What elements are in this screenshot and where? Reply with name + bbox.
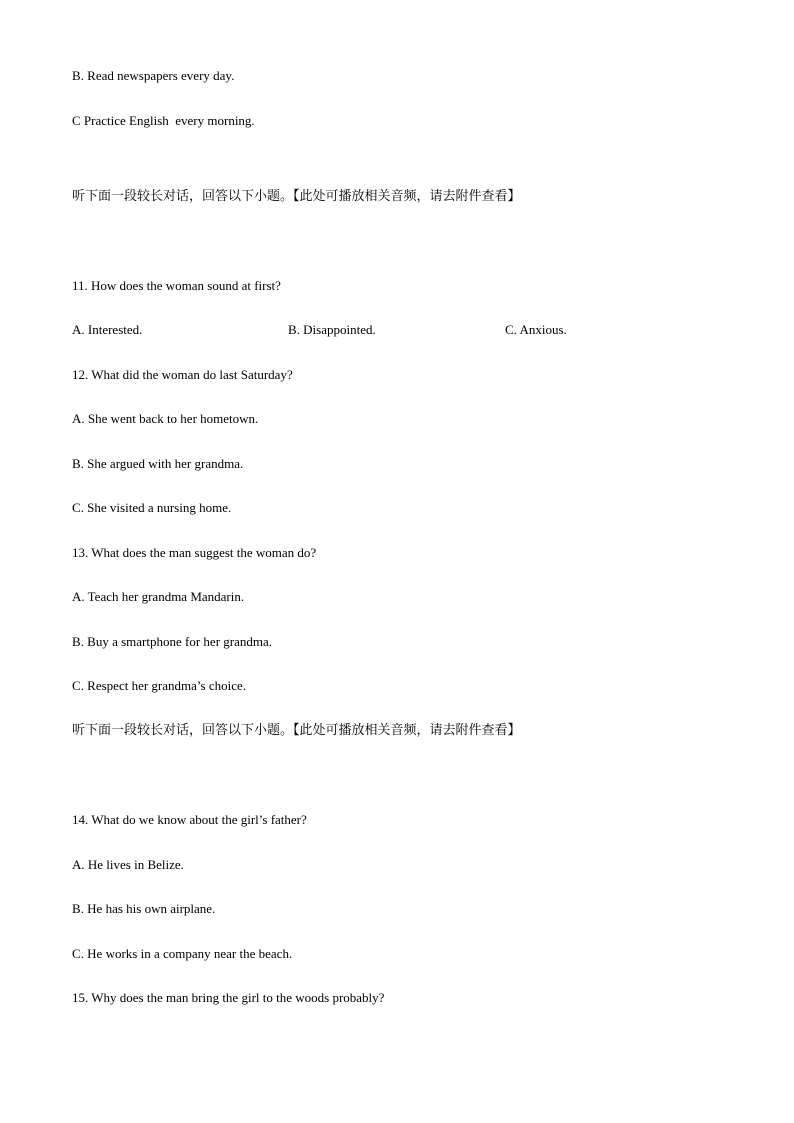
question-14-option-b: B. He has his own airplane. [72, 901, 216, 916]
question-11-stem: 11. How does the woman sound at first? [72, 278, 281, 293]
question-12-option-a: A. She went back to her hometown. [72, 411, 259, 426]
question-11-options [72, 322, 722, 338]
question-12-option-c: C. She visited a nursing home. [72, 500, 232, 515]
question-11-option-a: A. Interested. [72, 322, 143, 337]
question-11-option-b: B. Disappointed. [288, 322, 376, 337]
question-13-option-a: A. Teach her grandma Mandarin. [72, 589, 245, 604]
question-14-option-a: A. He lives in Belize. [72, 857, 184, 872]
question-12-option-b: B. She argued with her grandma. [72, 456, 244, 471]
prev-option-c: C Practice English every morning. [72, 113, 255, 128]
question-14-option-c: C. He works in a company near the beach. [72, 946, 293, 961]
section-instruction-1: 听下面一段较长对话，回答以下小题。【此处可播放相关音频，请去附件查看】 [72, 189, 521, 204]
prev-option-b: B. Read newspapers every day. [72, 68, 235, 83]
question-13-stem: 13. What does the man suggest the woman do? [72, 545, 317, 560]
question-14-stem: 14. What do we know about the girl’s father? [72, 812, 307, 827]
question-11-option-c: C. Anxious. [505, 322, 567, 337]
question-12-stem: 12. What did the woman do last Saturday? [72, 367, 293, 382]
question-15-stem: 15. Why does the man bring the girl to the woods probably? [72, 990, 385, 1005]
question-13-option-b: B. Buy a smartphone for her grandma. [72, 634, 273, 649]
section-instruction-2: 听下面一段较长对话，回答以下小题。【此处可播放相关音频，请去附件查看】 [72, 723, 521, 738]
question-13-option-c: C. Respect her grandma’s choice. [72, 678, 246, 693]
